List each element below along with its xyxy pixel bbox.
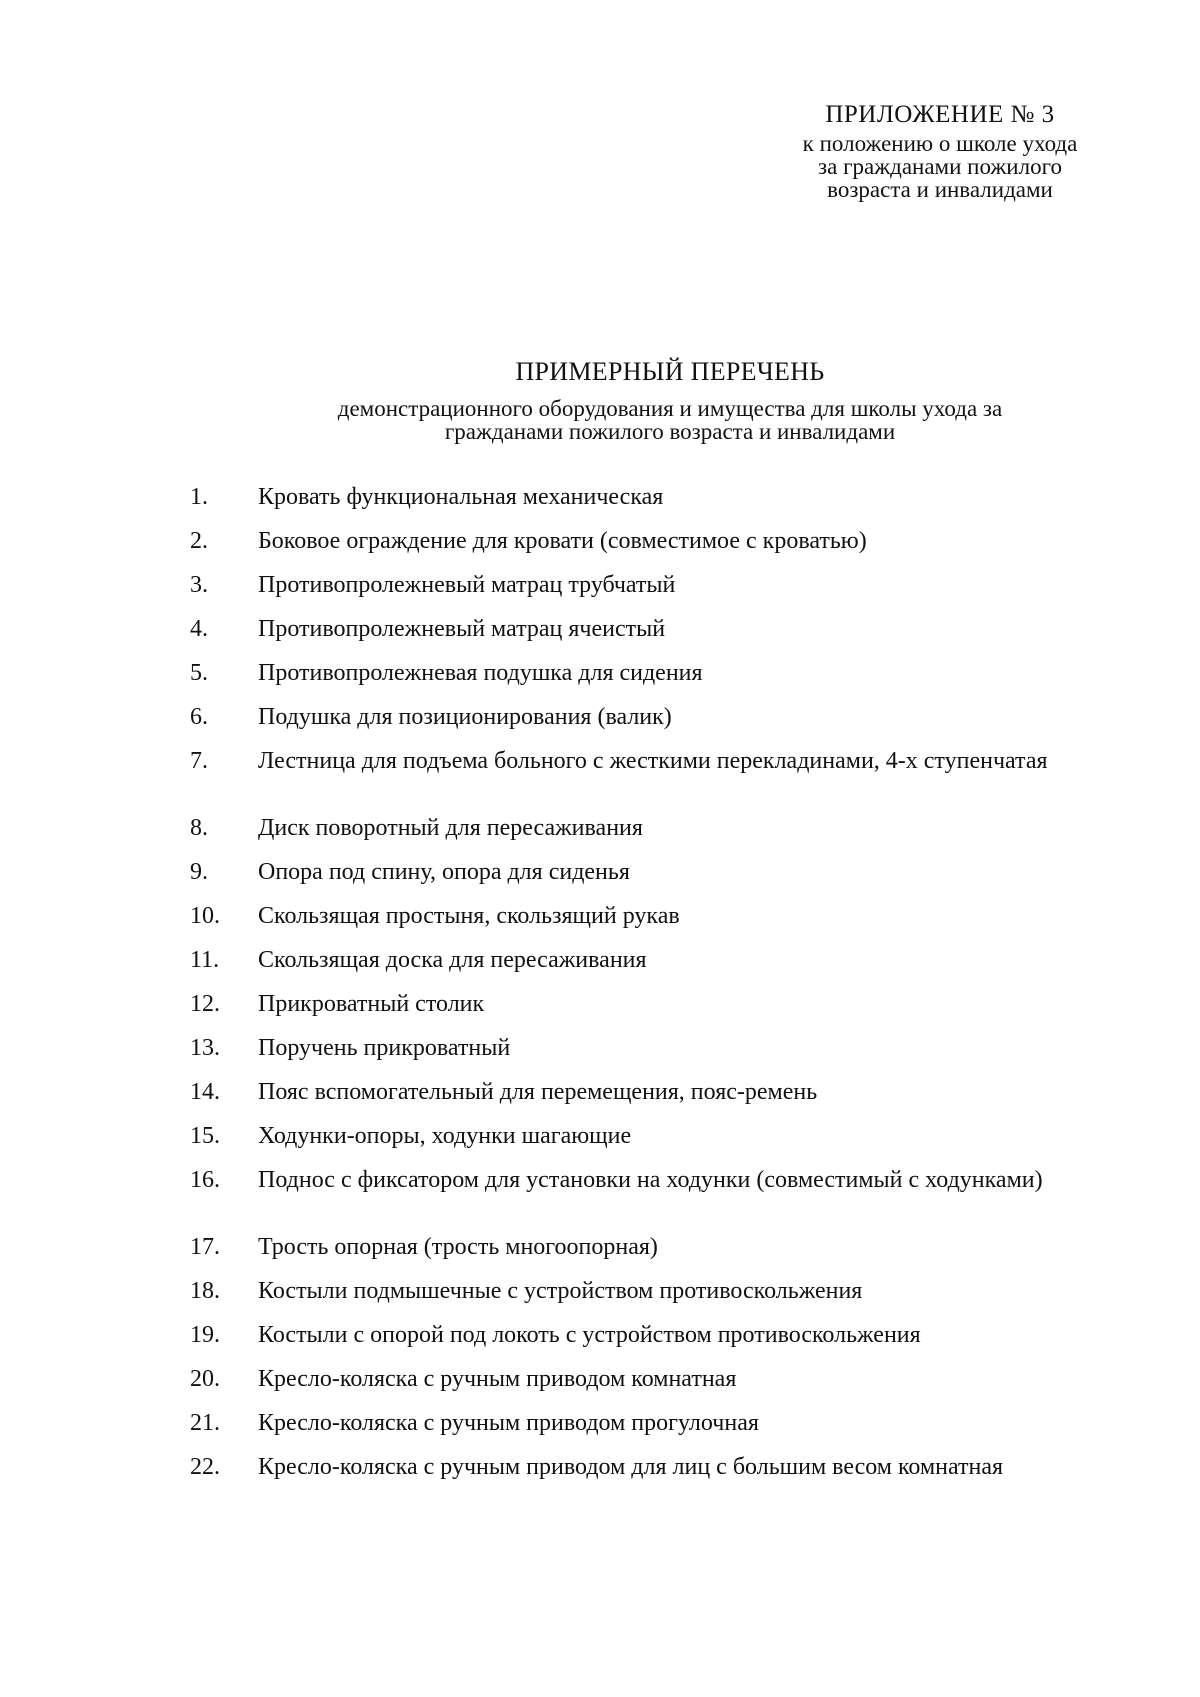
item-text: Трость опорная (трость многоопорная) — [258, 1234, 658, 1260]
list-item — [190, 948, 1090, 992]
item-number: 19. — [190, 1322, 220, 1348]
item-text: Кресло-коляска с ручным приводом комнатная — [258, 1366, 737, 1392]
item-text: Кресло-коляска с ручным приводом прогулочная — [258, 1410, 759, 1436]
item-text: Противопролежневая подушка для сидения — [258, 660, 703, 686]
list-item — [190, 617, 1090, 661]
item-number: 22. — [190, 1454, 220, 1480]
item-number: 16. — [190, 1167, 220, 1193]
item-number: 5. — [190, 660, 208, 686]
item-text: Противопролежневый матрац трубчатый — [258, 572, 676, 598]
list-item — [190, 1124, 1090, 1168]
item-text: Кровать функциональная механическая — [258, 484, 664, 510]
list-item — [190, 705, 1090, 749]
appendix-subtitle — [760, 132, 1120, 201]
document-subtitle — [230, 397, 1110, 443]
item-text: Противопролежневый матрац ячеистый — [258, 616, 666, 642]
item-number: 17. — [190, 1234, 220, 1260]
item-number: 4. — [190, 616, 208, 642]
item-number: 13. — [190, 1035, 220, 1061]
list-item — [190, 816, 1090, 860]
list-item — [190, 573, 1090, 617]
item-number: 14. — [190, 1079, 220, 1105]
item-text: Прикроватный столик — [258, 991, 485, 1017]
item-text: Диск поворотный для пересаживания — [258, 815, 643, 841]
list-item — [190, 1036, 1090, 1080]
item-text: Пояс вспомогательный для перемещения, пояс-ремень — [258, 1079, 818, 1105]
item-number: 1. — [190, 484, 208, 510]
list-item — [190, 1279, 1090, 1323]
list-item — [190, 992, 1090, 1036]
list-item — [190, 485, 1090, 529]
item-number: 2. — [190, 528, 208, 554]
list-item — [190, 1168, 1090, 1235]
item-text: Кресло-коляска с ручным приводом для лиц с большим весом комнатная — [258, 1454, 1004, 1480]
list-item — [190, 661, 1090, 705]
item-number: 12. — [190, 991, 220, 1017]
item-text: Ходунки-опоры, ходунки шагающие — [258, 1123, 632, 1149]
appendix-subtitle-line: возраста и инвалидами — [827, 177, 1053, 202]
item-text: Скользящая простыня, скользящий рукав — [258, 903, 680, 929]
list-item — [190, 860, 1090, 904]
item-number: 7. — [190, 748, 208, 774]
appendix-title: ПРИЛОЖЕНИЕ № 3 — [825, 101, 1055, 128]
document-subtitle-line: гражданами пожилого возраста и инвалидами — [444, 419, 896, 444]
appendix-header — [760, 100, 1120, 201]
item-text: Костыли с опорой под локоть с устройством противоскольжения — [258, 1322, 921, 1348]
item-text: Поручень прикроватный — [258, 1035, 511, 1061]
item-text: Поднос с фиксатором для установки на ходунки (совместимый с ходунками) — [258, 1167, 1043, 1193]
appendix-subtitle-line: за гражданами пожилого — [818, 154, 1062, 179]
item-number: 20. — [190, 1366, 220, 1392]
item-number: 18. — [190, 1278, 220, 1304]
item-text: Лестница для подъема больного с жесткими перекладинами, 4-х ступенчатая — [258, 748, 1048, 774]
item-text: Боковое ограждение для кровати (совместимое с кроватью) — [258, 528, 867, 554]
list-item — [190, 1367, 1090, 1411]
list-item — [190, 1455, 1090, 1522]
item-number: 21. — [190, 1410, 220, 1436]
appendix-subtitle-line: к положению о школе ухода — [802, 131, 1078, 156]
list-item — [190, 1411, 1090, 1455]
list-item — [190, 904, 1090, 948]
list-item — [190, 529, 1090, 573]
document-heading — [230, 357, 1110, 443]
item-text: Скользящая доска для пересаживания — [258, 947, 647, 973]
item-number: 9. — [190, 859, 208, 885]
item-text: Костыли подмышечные с устройством противоскольжения — [258, 1278, 863, 1304]
item-text: Подушка для позиционирования (валик) — [258, 704, 672, 730]
equipment-list — [190, 485, 1090, 1522]
item-number: 15. — [190, 1123, 220, 1149]
document-title: ПРИМЕРНЫЙ ПЕРЕЧЕНЬ — [515, 357, 825, 386]
document-subtitle-line: демонстрационного оборудования и имущества для школы ухода за — [337, 396, 1003, 421]
list-item — [190, 1235, 1090, 1279]
item-text: Опора под спину, опора для сиденья — [258, 859, 630, 885]
item-number: 8. — [190, 815, 208, 841]
list-item — [190, 1323, 1090, 1367]
item-number: 3. — [190, 572, 208, 598]
list-item — [190, 749, 1090, 816]
item-number: 6. — [190, 704, 208, 730]
item-number: 11. — [190, 947, 220, 973]
item-number: 10. — [190, 903, 220, 929]
list-item — [190, 1080, 1090, 1124]
